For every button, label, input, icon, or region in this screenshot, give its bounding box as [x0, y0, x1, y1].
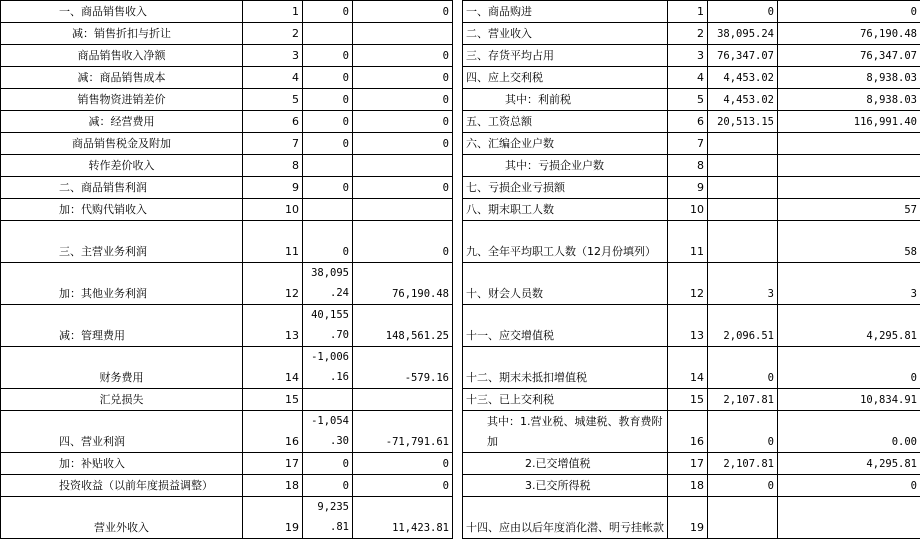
left-item-label: 财务费用 — [1, 347, 243, 389]
right-line-number: 11 — [668, 221, 708, 263]
right-item-label: 十一、应交增值税 — [463, 305, 668, 347]
right-item-label: 十、财会人员数 — [463, 263, 668, 305]
left-line-number: 18 — [243, 475, 303, 497]
right-value-cumulative: 4,295.81 — [778, 453, 920, 475]
right-line-number: 3 — [668, 45, 708, 67]
column-separator — [453, 263, 463, 305]
left-item-label: 转作差价收入 — [1, 155, 243, 177]
left-value-cumulative — [353, 155, 453, 177]
left-item-label: 商品销售收入净额 — [1, 45, 243, 67]
table-row — [1, 263, 920, 305]
right-value-period: 3 — [708, 263, 778, 305]
right-value-cumulative: 0 — [778, 347, 920, 389]
left-item-label: 减：商品销售成本 — [1, 67, 243, 89]
column-separator — [453, 1, 463, 23]
right-item-label: 十二、期末未抵扣增值税 — [463, 347, 668, 389]
left-line-number: 2 — [243, 23, 303, 45]
right-value-period: 0 — [708, 1, 778, 23]
left-item-label: 三、主营业务利润 — [1, 221, 243, 263]
column-separator — [453, 45, 463, 67]
left-value-cumulative: 0 — [353, 133, 453, 155]
right-value-period: 4,453.02 — [708, 67, 778, 89]
right-line-number: 17 — [668, 453, 708, 475]
right-item-label: 一、商品购进 — [463, 1, 668, 23]
right-item-label: 其中：1.营业税、城建税、教育费附加 — [463, 411, 668, 453]
left-value-cumulative: 0 — [353, 67, 453, 89]
left-line-number: 1 — [243, 1, 303, 23]
right-value-cumulative: 0 — [778, 475, 920, 497]
right-line-number: 1 — [668, 1, 708, 23]
table-row — [1, 389, 920, 411]
right-line-number: 4 — [668, 67, 708, 89]
right-value-cumulative: 0.00 — [778, 411, 920, 453]
left-value-period: 9,235 .81 — [303, 497, 353, 539]
right-value-cumulative: 10,834.91 — [778, 389, 920, 411]
left-value-cumulative: 0 — [353, 89, 453, 111]
right-value-cumulative — [778, 497, 920, 539]
left-value-cumulative: 0 — [353, 111, 453, 133]
left-line-number: 8 — [243, 155, 303, 177]
left-value-cumulative: 0 — [353, 453, 453, 475]
right-value-cumulative — [778, 133, 920, 155]
right-line-number: 16 — [668, 411, 708, 453]
column-separator — [453, 155, 463, 177]
left-item-label: 营业外收入 — [1, 497, 243, 539]
right-line-number: 12 — [668, 263, 708, 305]
column-separator — [453, 199, 463, 221]
left-line-number: 5 — [243, 89, 303, 111]
column-separator — [453, 411, 463, 453]
right-line-number: 15 — [668, 389, 708, 411]
left-item-label: 销售物资进销差价 — [1, 89, 243, 111]
right-value-cumulative: 76,347.07 — [778, 45, 920, 67]
right-value-period: 20,513.15 — [708, 111, 778, 133]
left-value-period: 40,155 .70 — [303, 305, 353, 347]
right-line-number: 2 — [668, 23, 708, 45]
right-item-label: 八、期末职工人数 — [463, 199, 668, 221]
left-value-period: 0 — [303, 89, 353, 111]
right-value-period — [708, 177, 778, 199]
table-row — [1, 497, 920, 539]
left-value-period — [303, 199, 353, 221]
column-separator — [453, 221, 463, 263]
table-row — [1, 155, 920, 177]
left-value-period: 0 — [303, 1, 353, 23]
left-value-period — [303, 155, 353, 177]
right-value-cumulative: 0 — [778, 1, 920, 23]
right-line-number: 19 — [668, 497, 708, 539]
right-value-period — [708, 155, 778, 177]
left-value-period: 0 — [303, 221, 353, 263]
left-value-period: 0 — [303, 453, 353, 475]
column-separator — [453, 23, 463, 45]
table-body — [1, 1, 920, 539]
left-line-number: 15 — [243, 389, 303, 411]
column-separator — [453, 305, 463, 347]
left-item-label: 四、营业利润 — [1, 411, 243, 453]
right-line-number: 6 — [668, 111, 708, 133]
right-value-period: 0 — [708, 347, 778, 389]
right-value-period: 2,107.81 — [708, 389, 778, 411]
left-value-cumulative: 0 — [353, 1, 453, 23]
left-value-period: 0 — [303, 475, 353, 497]
right-item-label: 三、存货平均占用 — [463, 45, 668, 67]
right-value-period — [708, 221, 778, 263]
right-item-label: 其中：亏损企业户数 — [463, 155, 668, 177]
left-item-label: 加：其他业务利润 — [1, 263, 243, 305]
table-row — [1, 221, 920, 263]
left-item-label: 汇兑损失 — [1, 389, 243, 411]
right-item-label: 九、全年平均职工人数（12月份填列） — [463, 221, 668, 263]
left-value-period: 0 — [303, 45, 353, 67]
left-line-number: 12 — [243, 263, 303, 305]
right-item-label: 七、亏损企业亏损额 — [463, 177, 668, 199]
left-line-number: 7 — [243, 133, 303, 155]
table-row — [1, 67, 920, 89]
table-row — [1, 177, 920, 199]
column-separator — [453, 497, 463, 539]
right-value-period — [708, 497, 778, 539]
right-value-period: 4,453.02 — [708, 89, 778, 111]
column-separator — [453, 177, 463, 199]
left-value-cumulative: 0 — [353, 221, 453, 263]
left-value-period: 0 — [303, 177, 353, 199]
left-line-number: 6 — [243, 111, 303, 133]
left-line-number: 17 — [243, 453, 303, 475]
left-value-cumulative — [353, 23, 453, 45]
right-item-label: 四、应上交利税 — [463, 67, 668, 89]
left-value-period: 38,095 .24 — [303, 263, 353, 305]
column-separator — [453, 453, 463, 475]
left-value-period: 0 — [303, 133, 353, 155]
left-value-cumulative: 76,190.48 — [353, 263, 453, 305]
right-item-label: 六、汇编企业户数 — [463, 133, 668, 155]
right-value-period: 2,107.81 — [708, 453, 778, 475]
left-value-cumulative: 11,423.81 — [353, 497, 453, 539]
left-value-cumulative: 148,561.25 — [353, 305, 453, 347]
left-item-label: 加：代购代销收入 — [1, 199, 243, 221]
column-separator — [453, 133, 463, 155]
right-item-label: 其中：利前税 — [463, 89, 668, 111]
left-line-number: 3 — [243, 45, 303, 67]
right-value-cumulative: 8,938.03 — [778, 89, 920, 111]
column-separator — [453, 347, 463, 389]
table-row — [1, 133, 920, 155]
left-item-label: 减：管理费用 — [1, 305, 243, 347]
table-row — [1, 89, 920, 111]
left-value-cumulative: -71,791.61 — [353, 411, 453, 453]
right-item-label: 2.已交增值税 — [463, 453, 668, 475]
right-value-period — [708, 133, 778, 155]
right-value-period: 0 — [708, 411, 778, 453]
right-line-number: 10 — [668, 199, 708, 221]
left-line-number: 4 — [243, 67, 303, 89]
right-item-label: 十四、应由以后年度消化潜、明亏挂帐款 — [463, 497, 668, 539]
right-line-number: 14 — [668, 347, 708, 389]
column-separator — [453, 67, 463, 89]
left-line-number: 11 — [243, 221, 303, 263]
right-line-number: 7 — [668, 133, 708, 155]
right-line-number: 18 — [668, 475, 708, 497]
column-separator — [453, 389, 463, 411]
column-separator — [453, 89, 463, 111]
column-separator — [453, 475, 463, 497]
right-value-cumulative — [778, 177, 920, 199]
left-value-period: 0 — [303, 111, 353, 133]
table-row — [1, 1, 920, 23]
left-value-period: -1,054 .30 — [303, 411, 353, 453]
right-item-label: 五、工资总额 — [463, 111, 668, 133]
left-item-label: 减：销售折扣与折让 — [1, 23, 243, 45]
right-value-period: 2,096.51 — [708, 305, 778, 347]
right-item-label: 十三、已上交利税 — [463, 389, 668, 411]
table-row — [1, 305, 920, 347]
left-item-label: 二、商品销售利润 — [1, 177, 243, 199]
table-row — [1, 23, 920, 45]
left-value-cumulative — [353, 389, 453, 411]
table-row — [1, 111, 920, 133]
left-item-label: 商品销售税金及附加 — [1, 133, 243, 155]
right-value-cumulative: 8,938.03 — [778, 67, 920, 89]
left-value-period: -1,006 .16 — [303, 347, 353, 389]
left-value-period — [303, 389, 353, 411]
table-row — [1, 199, 920, 221]
left-line-number: 9 — [243, 177, 303, 199]
table-row — [1, 411, 920, 453]
right-value-cumulative: 57 — [778, 199, 920, 221]
right-value-cumulative: 76,190.48 — [778, 23, 920, 45]
left-value-cumulative: 0 — [353, 475, 453, 497]
table-row — [1, 475, 920, 497]
right-item-label: 二、营业收入 — [463, 23, 668, 45]
left-value-cumulative: 0 — [353, 45, 453, 67]
table-row — [1, 453, 920, 475]
right-value-period: 38,095.24 — [708, 23, 778, 45]
left-value-cumulative — [353, 199, 453, 221]
left-value-period — [303, 23, 353, 45]
right-value-cumulative: 4,295.81 — [778, 305, 920, 347]
column-separator — [453, 111, 463, 133]
left-item-label: 加：补贴收入 — [1, 453, 243, 475]
left-value-cumulative: 0 — [353, 177, 453, 199]
left-item-label: 投资收益（以前年度损益调整） — [1, 475, 243, 497]
left-item-label: 一、商品销售收入 — [1, 1, 243, 23]
right-item-label: 3.已交所得税 — [463, 475, 668, 497]
left-value-period: 0 — [303, 67, 353, 89]
right-value-cumulative: 3 — [778, 263, 920, 305]
right-line-number: 5 — [668, 89, 708, 111]
right-line-number: 13 — [668, 305, 708, 347]
left-item-label: 减：经营费用 — [1, 111, 243, 133]
left-line-number: 13 — [243, 305, 303, 347]
right-line-number: 8 — [668, 155, 708, 177]
table-row — [1, 45, 920, 67]
table-row — [1, 347, 920, 389]
right-value-period: 0 — [708, 475, 778, 497]
left-line-number: 16 — [243, 411, 303, 453]
right-line-number: 9 — [668, 177, 708, 199]
right-value-cumulative: 116,991.40 — [778, 111, 920, 133]
right-value-cumulative: 58 — [778, 221, 920, 263]
left-line-number: 10 — [243, 199, 303, 221]
right-value-period: 76,347.07 — [708, 45, 778, 67]
left-value-cumulative: -579.16 — [353, 347, 453, 389]
right-value-period — [708, 199, 778, 221]
left-line-number: 14 — [243, 347, 303, 389]
right-value-cumulative — [778, 155, 920, 177]
left-line-number: 19 — [243, 497, 303, 539]
